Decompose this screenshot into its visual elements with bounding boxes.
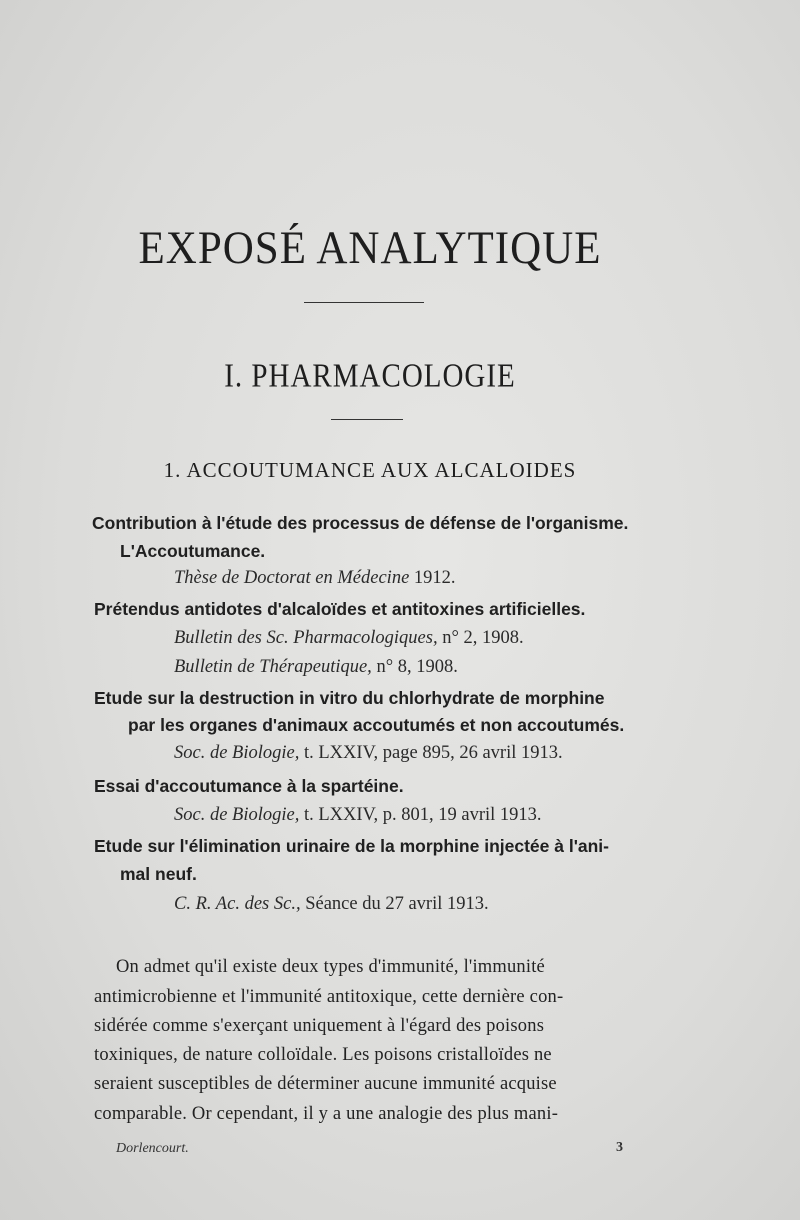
title-divider: [304, 302, 424, 303]
reference-source: Soc. de Biologie,: [174, 805, 300, 825]
paragraph-line: antimicrobienne et l'immunité antitoxique, cette dernière con-: [94, 987, 564, 1007]
section-divider: [331, 419, 403, 420]
section-heading: I. PHARMACOLOGIE: [224, 357, 516, 395]
page-number: 3: [616, 1140, 623, 1155]
subsection-heading: 1. ACCOUTUMANCE AUX ALCALOIDES: [163, 458, 577, 482]
reference-source: Bulletin des Sc. Pharmacologiques,: [174, 628, 438, 648]
entry-title-line: Prétendus antidotes d'alcaloïdes et antitoxines artificielles.: [94, 599, 586, 619]
reference-detail: t. LXXIV, page 895, 26 avril 1913.: [299, 743, 563, 763]
entry-reference: [174, 628, 524, 649]
reference-source: Thèse de Doctorat en Médecine: [174, 568, 410, 588]
entry-reference: [174, 743, 563, 764]
reference-detail: 1912.: [409, 568, 456, 588]
paragraph-line: sidérée comme s'exerçant uniquement à l'égard des poisons: [94, 1016, 545, 1036]
entry-title-line: Essai d'accoutumance à la spartéine.: [94, 776, 404, 796]
entry-title-line: Contribution à l'étude des processus de défense de l'organisme.: [92, 513, 629, 533]
reference-source: Bulletin de Thérapeutique,: [174, 657, 372, 677]
entry-title-line: L'Accoutumance.: [120, 541, 266, 561]
paragraph-line: toxiniques, de nature colloïdale. Les poisons cristalloïdes ne: [94, 1045, 552, 1065]
paragraph-line: On admet qu'il existe deux types d'immunité, l'immunité: [116, 957, 545, 977]
entry-title-line: mal neuf.: [120, 864, 197, 884]
entry-reference: [174, 657, 458, 678]
entry-reference: [174, 568, 456, 589]
reference-source: C. R. Ac. des Sc.,: [174, 894, 301, 914]
paragraph-line: seraient susceptibles de déterminer aucune immunité acquise: [94, 1074, 557, 1094]
entry-reference: [174, 805, 542, 826]
entry-title-line: Etude sur l'élimination urinaire de la morphine injectée à l'ani-: [94, 836, 609, 856]
page-title: EXPOSÉ ANALYTIQUE: [138, 223, 602, 274]
paragraph-line: comparable. Or cependant, il y a une analogie des plus mani-: [94, 1104, 559, 1124]
reference-detail: t. LXXIV, p. 801, 19 avril 1913.: [299, 805, 542, 825]
reference-detail: Séance du 27 avril 1913.: [300, 894, 489, 914]
reference-detail: n° 2, 1908.: [437, 628, 524, 648]
reference-source: Soc. de Biologie,: [174, 743, 300, 763]
entry-title-line: Etude sur la destruction in vitro du chlorhydrate de morphine: [94, 688, 605, 708]
reference-detail: n° 8, 1908.: [371, 657, 458, 677]
entry-title-line: par les organes d'animaux accoutumés et non accoutumés.: [128, 715, 625, 735]
entry-reference: [174, 894, 489, 915]
footer-author: Dorlencourt.: [116, 1141, 189, 1156]
